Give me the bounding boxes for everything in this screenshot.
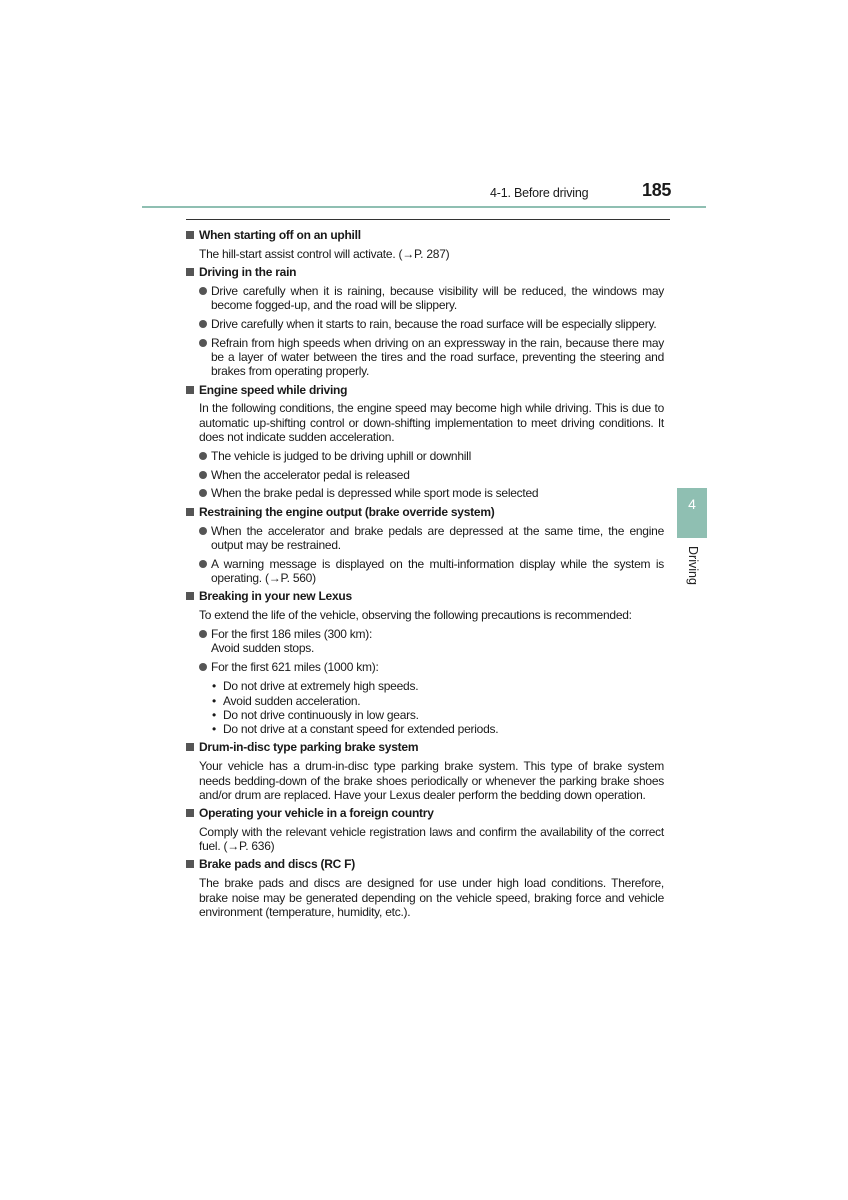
- round-bullet-icon: [199, 630, 207, 638]
- sub-list: [186, 679, 664, 736]
- heading-engine-speed: Engine speed while driving: [186, 383, 664, 397]
- square-bullet-icon: [186, 386, 194, 394]
- sub-list-item: • Avoid sudden acceleration.: [212, 693, 361, 708]
- square-bullet-icon: [186, 508, 194, 516]
- chapter-label: [680, 546, 704, 596]
- round-bullet-icon: [199, 663, 207, 671]
- small-dot-icon: •: [212, 722, 216, 737]
- paragraph: The brake pads and discs are designed for use under high load conditions. Therefore, brake noise may be generated depending on the vehicle speed, braking force and vehicle environment (temperature, humidity, etc.).: [199, 876, 664, 919]
- square-bullet-icon: [186, 809, 194, 817]
- square-bullet-icon: [186, 860, 194, 868]
- small-dot-icon: •: [212, 679, 216, 694]
- sub-list-item: • Do not drive at extremely high speeds.: [212, 679, 419, 694]
- heading-rain: Driving in the rain: [186, 265, 664, 279]
- page-number: 185: [642, 180, 672, 200]
- round-bullet-icon: [199, 560, 207, 568]
- round-bullet-icon: [199, 452, 207, 460]
- heading-uphill: When starting off on an uphill: [186, 228, 664, 242]
- round-bullet-icon: [199, 527, 207, 535]
- list-item: When the brake pedal is depressed while sport mode is selected: [186, 486, 664, 500]
- heading-drum-in-disc: Drum-in-disc type parking brake system: [186, 740, 664, 754]
- round-bullet-icon: [199, 471, 207, 479]
- sub-list-item: • Do not drive continuously in low gears.: [212, 707, 419, 722]
- small-dot-icon: •: [212, 707, 216, 722]
- list-item: Drive carefully when it starts to rain, because the road surface will be especially slippery.: [186, 317, 664, 331]
- list-item: Drive carefully when it is raining, because visibility will be reduced, the windows may become fogged-up, and the road will be slippery.: [186, 284, 664, 313]
- square-bullet-icon: [186, 268, 194, 276]
- square-bullet-icon: [186, 743, 194, 751]
- paragraph: The hill-start assist control will activate. (→P. 287): [199, 246, 450, 261]
- round-bullet-icon: [199, 489, 207, 497]
- content-rule: [186, 219, 670, 220]
- heading-breaking-in: Breaking in your new Lexus: [186, 589, 664, 603]
- chapter-number: 4: [688, 496, 696, 512]
- chapter-label-text: Driving: [686, 546, 700, 585]
- list-item: A warning message is displayed on the multi-information display while the system is operating. (→P. 560): [186, 557, 664, 586]
- header-rule: [142, 206, 706, 208]
- section-title: 4-1. Before driving: [490, 186, 589, 200]
- paragraph: To extend the life of the vehicle, observing the following precautions is recommended:: [199, 608, 632, 623]
- list-item: For the first 621 miles (1000 km):: [186, 660, 664, 674]
- square-bullet-icon: [186, 231, 194, 239]
- small-dot-icon: •: [212, 693, 216, 708]
- page-content: [186, 228, 664, 919]
- square-bullet-icon: [186, 592, 194, 600]
- round-bullet-icon: [199, 320, 207, 328]
- round-bullet-icon: [199, 287, 207, 295]
- paragraph: In the following conditions, the engine speed may become high while driving. This is due to automatic up-shifting control or down-shifting implementation to meet driving conditions. It does not indicate sudden acceleration.: [199, 401, 664, 445]
- sub-list-item: • Do not drive at a constant speed for extended periods.: [212, 722, 499, 737]
- round-bullet-icon: [199, 339, 207, 347]
- list-item: The vehicle is judged to be driving uphill or downhill: [186, 449, 664, 463]
- list-item: When the accelerator pedal is released: [186, 468, 664, 482]
- heading-brake-pads: Brake pads and discs (RC F): [186, 857, 664, 871]
- heading-brake-override: Restraining the engine output (brake override system): [186, 505, 664, 519]
- list-item: Refrain from high speeds when driving on an expressway in the rain, because there may be a layer of water between the tires and the road surface, preventing the steering and brakes from operating properly.: [186, 336, 664, 379]
- heading-foreign-country: Operating your vehicle in a foreign country: [186, 806, 664, 820]
- list-item: When the accelerator and brake pedals are depressed at the same time, the engine output may be restrained.: [186, 524, 664, 553]
- list-item: For the first 186 miles (300 km): Avoid sudden stops.: [186, 627, 664, 656]
- paragraph: Your vehicle has a drum-in-disc type parking brake system. This type of brake system needs bedding-down of the brake shoes periodically or whenever the parking brake shoes and/or drum are replaced. Have your Lexus dealer perform the bedding down operation.: [199, 759, 664, 802]
- paragraph: Comply with the relevant vehicle registration laws and confirm the availability of the correct fuel. (→P. 636): [199, 824, 664, 854]
